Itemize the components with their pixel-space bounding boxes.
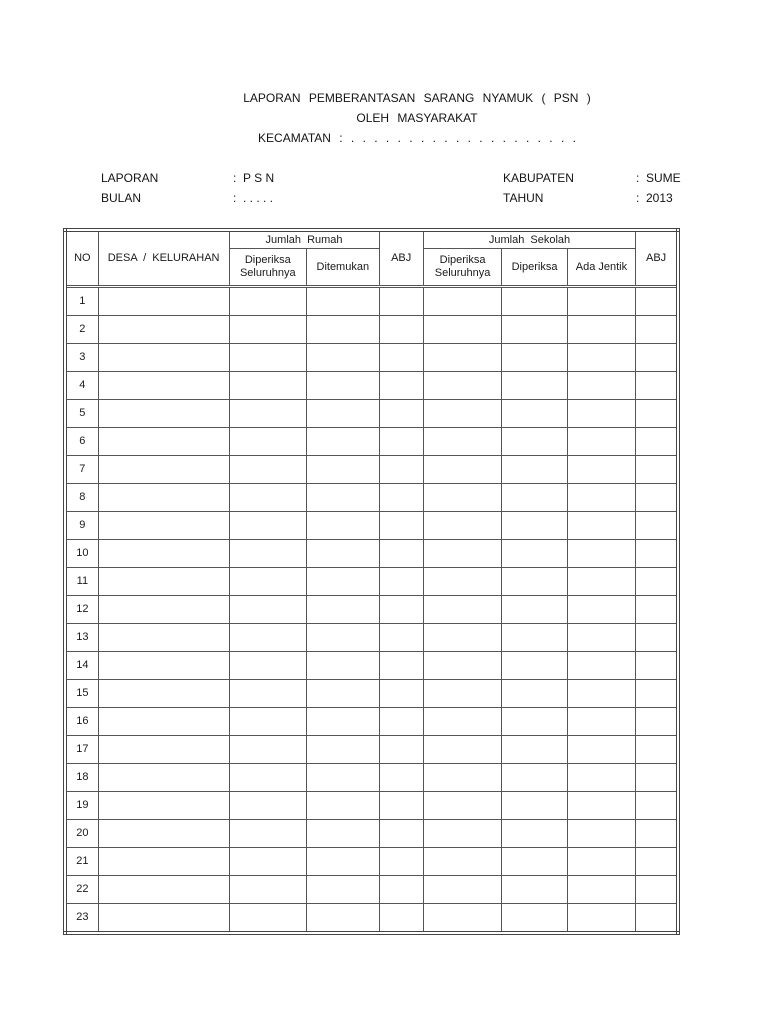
table-row bbox=[65, 848, 678, 876]
rumah-diperiksa-seluruhnya-cell bbox=[229, 540, 307, 568]
desa-kelurahan-cell bbox=[98, 792, 229, 820]
rumah-abj-cell bbox=[379, 428, 423, 456]
rumah-abj-cell bbox=[379, 344, 423, 372]
sekolah-diperiksa-seluruhnya-cell bbox=[423, 820, 502, 848]
rumah-diperiksa-seluruhnya-cell bbox=[229, 820, 307, 848]
sekolah-abj-cell bbox=[636, 372, 678, 400]
sekolah-abj-cell bbox=[636, 400, 678, 428]
desa-kelurahan-cell bbox=[98, 456, 229, 484]
row-number-cell: 14 bbox=[65, 652, 98, 680]
header-sekolah-diperiksa: Diperiksa bbox=[502, 249, 567, 287]
header-sekolah-diperiksa-line2: Seluruhnya bbox=[434, 267, 491, 279]
row-number-cell: 5 bbox=[65, 400, 98, 428]
row-number-cell: 7 bbox=[65, 456, 98, 484]
sekolah-ada-jentik-cell bbox=[567, 512, 635, 540]
row-number-cell: 18 bbox=[65, 764, 98, 792]
rumah-ditemukan-cell bbox=[307, 848, 379, 876]
sekolah-ada-jentik-cell bbox=[567, 792, 635, 820]
table-row bbox=[65, 456, 678, 484]
bulan-value: : . . . . . bbox=[233, 191, 274, 205]
sekolah-diperiksa-cell bbox=[502, 848, 567, 876]
row-number-cell: 1 bbox=[65, 287, 98, 316]
table-row bbox=[65, 400, 678, 428]
row-number-cell: 10 bbox=[65, 540, 98, 568]
sekolah-diperiksa-cell bbox=[502, 792, 567, 820]
sekolah-ada-jentik-cell bbox=[567, 624, 635, 652]
sekolah-ada-jentik-cell bbox=[567, 708, 635, 736]
header-sekolah-diperiksa-line1: Diperiksa bbox=[439, 254, 486, 266]
sekolah-diperiksa-cell bbox=[502, 624, 567, 652]
table-row bbox=[65, 287, 678, 316]
sekolah-abj-cell bbox=[636, 596, 678, 624]
desa-kelurahan-cell bbox=[98, 764, 229, 792]
sekolah-diperiksa-cell bbox=[502, 904, 567, 934]
sekolah-diperiksa-cell bbox=[502, 764, 567, 792]
rumah-diperiksa-seluruhnya-cell bbox=[229, 764, 307, 792]
report-subtitle: OLEH MASYARAKAT bbox=[356, 111, 478, 125]
rumah-ditemukan-cell bbox=[307, 568, 379, 596]
sekolah-diperiksa-seluruhnya-cell bbox=[423, 652, 502, 680]
rumah-abj-cell bbox=[379, 876, 423, 904]
table-body bbox=[65, 287, 678, 934]
rumah-diperiksa-seluruhnya-cell bbox=[229, 736, 307, 764]
rumah-ditemukan-cell bbox=[307, 904, 379, 934]
tahun-label: TAHUN bbox=[503, 191, 544, 205]
sekolah-diperiksa-cell bbox=[502, 680, 567, 708]
desa-kelurahan-cell bbox=[98, 568, 229, 596]
sekolah-diperiksa-cell bbox=[502, 484, 567, 512]
rumah-abj-cell bbox=[379, 540, 423, 568]
rumah-abj-cell bbox=[379, 792, 423, 820]
row-number-cell: 22 bbox=[65, 876, 98, 904]
sekolah-diperiksa-cell bbox=[502, 876, 567, 904]
header-rumah-ditemukan: Ditemukan bbox=[307, 249, 379, 287]
sekolah-diperiksa-seluruhnya-cell bbox=[423, 344, 502, 372]
sekolah-diperiksa-cell bbox=[502, 596, 567, 624]
table-row bbox=[65, 764, 678, 792]
row-number-cell: 13 bbox=[65, 624, 98, 652]
desa-kelurahan-cell bbox=[98, 287, 229, 316]
rumah-ditemukan-cell bbox=[307, 624, 379, 652]
sekolah-diperiksa-seluruhnya-cell bbox=[423, 764, 502, 792]
sekolah-ada-jentik-cell bbox=[567, 596, 635, 624]
desa-kelurahan-cell bbox=[98, 904, 229, 934]
rumah-diperiksa-seluruhnya-cell bbox=[229, 456, 307, 484]
rumah-ditemukan-cell bbox=[307, 428, 379, 456]
rumah-diperiksa-seluruhnya-cell bbox=[229, 596, 307, 624]
rumah-diperiksa-seluruhnya-cell bbox=[229, 428, 307, 456]
header-rumah-diperiksa-line1: Diperiksa bbox=[244, 254, 291, 266]
table-row bbox=[65, 792, 678, 820]
sekolah-abj-cell bbox=[636, 736, 678, 764]
table-row bbox=[65, 820, 678, 848]
sekolah-diperiksa-cell bbox=[502, 428, 567, 456]
table-row bbox=[65, 652, 678, 680]
header-desa-kelurahan: DESA / KELURAHAN bbox=[98, 230, 229, 287]
rumah-diperiksa-seluruhnya-cell bbox=[229, 680, 307, 708]
sekolah-abj-cell bbox=[636, 764, 678, 792]
rumah-ditemukan-cell bbox=[307, 680, 379, 708]
row-number-cell: 3 bbox=[65, 344, 98, 372]
desa-kelurahan-cell bbox=[98, 512, 229, 540]
row-number-cell: 2 bbox=[65, 316, 98, 344]
sekolah-diperiksa-cell bbox=[502, 540, 567, 568]
sekolah-diperiksa-seluruhnya-cell bbox=[423, 456, 502, 484]
rumah-diperiksa-seluruhnya-cell bbox=[229, 400, 307, 428]
desa-kelurahan-cell bbox=[98, 316, 229, 344]
rumah-ditemukan-cell bbox=[307, 316, 379, 344]
sekolah-diperiksa-seluruhnya-cell bbox=[423, 484, 502, 512]
header-sekolah-diperiksa-seluruhnya bbox=[423, 249, 502, 287]
sekolah-ada-jentik-cell bbox=[567, 876, 635, 904]
rumah-ditemukan-cell bbox=[307, 736, 379, 764]
sekolah-diperiksa-cell bbox=[502, 512, 567, 540]
header-jumlah-rumah: Jumlah Rumah bbox=[229, 230, 379, 249]
rumah-ditemukan-cell bbox=[307, 344, 379, 372]
desa-kelurahan-cell bbox=[98, 596, 229, 624]
sekolah-diperiksa-seluruhnya-cell bbox=[423, 792, 502, 820]
header-abj-rumah: ABJ bbox=[379, 230, 423, 287]
rumah-abj-cell bbox=[379, 652, 423, 680]
rumah-diperiksa-seluruhnya-cell bbox=[229, 652, 307, 680]
sekolah-diperiksa-seluruhnya-cell bbox=[423, 680, 502, 708]
table-row bbox=[65, 876, 678, 904]
desa-kelurahan-cell bbox=[98, 400, 229, 428]
sekolah-diperiksa-seluruhnya-cell bbox=[423, 287, 502, 316]
desa-kelurahan-cell bbox=[98, 680, 229, 708]
sekolah-diperiksa-cell bbox=[502, 344, 567, 372]
sekolah-diperiksa-cell bbox=[502, 736, 567, 764]
row-number-cell: 16 bbox=[65, 708, 98, 736]
sekolah-abj-cell bbox=[636, 456, 678, 484]
rumah-ditemukan-cell bbox=[307, 876, 379, 904]
rumah-abj-cell bbox=[379, 680, 423, 708]
sekolah-diperiksa-cell bbox=[502, 372, 567, 400]
rumah-abj-cell bbox=[379, 512, 423, 540]
sekolah-abj-cell bbox=[636, 624, 678, 652]
sekolah-ada-jentik-cell bbox=[567, 400, 635, 428]
header-abj-sekolah: ABJ bbox=[636, 230, 678, 287]
sekolah-diperiksa-seluruhnya-cell bbox=[423, 568, 502, 596]
sekolah-ada-jentik-cell bbox=[567, 344, 635, 372]
rumah-abj-cell bbox=[379, 316, 423, 344]
table-row bbox=[65, 680, 678, 708]
rumah-ditemukan-cell bbox=[307, 764, 379, 792]
bulan-label: BULAN bbox=[101, 191, 142, 205]
sekolah-ada-jentik-cell bbox=[567, 456, 635, 484]
sekolah-ada-jentik-cell bbox=[567, 652, 635, 680]
rumah-abj-cell bbox=[379, 596, 423, 624]
table-header bbox=[65, 230, 678, 287]
sekolah-abj-cell bbox=[636, 316, 678, 344]
rumah-abj-cell bbox=[379, 820, 423, 848]
header-sekolah-ada-jentik: Ada Jentik bbox=[567, 249, 635, 287]
desa-kelurahan-cell bbox=[98, 876, 229, 904]
row-number-cell: 17 bbox=[65, 736, 98, 764]
psn-report-table bbox=[63, 228, 680, 935]
desa-kelurahan-cell bbox=[98, 484, 229, 512]
header-jumlah-sekolah: Jumlah Sekolah bbox=[423, 230, 635, 249]
rumah-abj-cell bbox=[379, 372, 423, 400]
table-row bbox=[65, 904, 678, 934]
sekolah-diperiksa-cell bbox=[502, 287, 567, 316]
header-no: NO bbox=[65, 230, 98, 287]
rumah-ditemukan-cell bbox=[307, 708, 379, 736]
rumah-diperiksa-seluruhnya-cell bbox=[229, 287, 307, 316]
sekolah-diperiksa-cell bbox=[502, 568, 567, 596]
desa-kelurahan-cell bbox=[98, 344, 229, 372]
rumah-ditemukan-cell bbox=[307, 540, 379, 568]
sekolah-ada-jentik-cell bbox=[567, 540, 635, 568]
row-number-cell: 19 bbox=[65, 792, 98, 820]
sekolah-abj-cell bbox=[636, 876, 678, 904]
sekolah-abj-cell bbox=[636, 568, 678, 596]
sekolah-diperiksa-seluruhnya-cell bbox=[423, 512, 502, 540]
table-row bbox=[65, 624, 678, 652]
row-number-cell: 12 bbox=[65, 596, 98, 624]
sekolah-abj-cell bbox=[636, 792, 678, 820]
rumah-abj-cell bbox=[379, 764, 423, 792]
rumah-abj-cell bbox=[379, 484, 423, 512]
rumah-abj-cell bbox=[379, 456, 423, 484]
rumah-diperiksa-seluruhnya-cell bbox=[229, 344, 307, 372]
row-number-cell: 6 bbox=[65, 428, 98, 456]
sekolah-diperiksa-seluruhnya-cell bbox=[423, 540, 502, 568]
sekolah-ada-jentik-cell bbox=[567, 736, 635, 764]
sekolah-abj-cell bbox=[636, 484, 678, 512]
header-row-top bbox=[65, 230, 678, 249]
sekolah-ada-jentik-cell bbox=[567, 484, 635, 512]
header-rumah-diperiksa-line2: Seluruhnya bbox=[239, 267, 296, 279]
sekolah-diperiksa-seluruhnya-cell bbox=[423, 596, 502, 624]
row-number-cell: 9 bbox=[65, 512, 98, 540]
sekolah-diperiksa-seluruhnya-cell bbox=[423, 400, 502, 428]
row-number-cell: 15 bbox=[65, 680, 98, 708]
row-number-cell: 4 bbox=[65, 372, 98, 400]
sekolah-ada-jentik-cell bbox=[567, 904, 635, 934]
table-row bbox=[65, 708, 678, 736]
desa-kelurahan-cell bbox=[98, 708, 229, 736]
rumah-ditemukan-cell bbox=[307, 652, 379, 680]
desa-kelurahan-cell bbox=[98, 736, 229, 764]
rumah-abj-cell bbox=[379, 736, 423, 764]
desa-kelurahan-cell bbox=[98, 540, 229, 568]
table-row bbox=[65, 568, 678, 596]
sekolah-diperiksa-seluruhnya-cell bbox=[423, 708, 502, 736]
sekolah-abj-cell bbox=[636, 652, 678, 680]
sekolah-diperiksa-cell bbox=[502, 456, 567, 484]
sekolah-diperiksa-seluruhnya-cell bbox=[423, 876, 502, 904]
table-row bbox=[65, 540, 678, 568]
sekolah-diperiksa-seluruhnya-cell bbox=[423, 316, 502, 344]
row-number-cell: 8 bbox=[65, 484, 98, 512]
sekolah-diperiksa-seluruhnya-cell bbox=[423, 372, 502, 400]
table-row bbox=[65, 596, 678, 624]
sekolah-abj-cell bbox=[636, 848, 678, 876]
sekolah-abj-cell bbox=[636, 287, 678, 316]
table-row bbox=[65, 512, 678, 540]
sekolah-ada-jentik-cell bbox=[567, 848, 635, 876]
sekolah-ada-jentik-cell bbox=[567, 428, 635, 456]
sekolah-ada-jentik-cell bbox=[567, 568, 635, 596]
rumah-diperiksa-seluruhnya-cell bbox=[229, 484, 307, 512]
desa-kelurahan-cell bbox=[98, 428, 229, 456]
sekolah-diperiksa-cell bbox=[502, 820, 567, 848]
row-number-cell: 23 bbox=[65, 904, 98, 934]
kecamatan-line: KECAMATAN : . . . . . . . . . . . . . . . . . . . . bbox=[258, 131, 576, 145]
rumah-diperiksa-seluruhnya-cell bbox=[229, 904, 307, 934]
sekolah-diperiksa-seluruhnya-cell bbox=[423, 848, 502, 876]
sekolah-ada-jentik-cell bbox=[567, 316, 635, 344]
sekolah-ada-jentik-cell bbox=[567, 820, 635, 848]
rumah-ditemukan-cell bbox=[307, 596, 379, 624]
rumah-ditemukan-cell bbox=[307, 512, 379, 540]
sekolah-abj-cell bbox=[636, 680, 678, 708]
row-number-cell: 21 bbox=[65, 848, 98, 876]
rumah-diperiksa-seluruhnya-cell bbox=[229, 512, 307, 540]
row-number-cell: 20 bbox=[65, 820, 98, 848]
sekolah-ada-jentik-cell bbox=[567, 287, 635, 316]
desa-kelurahan-cell bbox=[98, 848, 229, 876]
rumah-diperiksa-seluruhnya-cell bbox=[229, 372, 307, 400]
kabupaten-value: : SUME bbox=[636, 171, 681, 185]
rumah-ditemukan-cell bbox=[307, 372, 379, 400]
desa-kelurahan-cell bbox=[98, 624, 229, 652]
laporan-value: : P S N bbox=[233, 171, 275, 185]
table-row bbox=[65, 736, 678, 764]
sekolah-abj-cell bbox=[636, 904, 678, 934]
laporan-label: LAPORAN bbox=[101, 171, 159, 185]
sekolah-diperiksa-seluruhnya-cell bbox=[423, 624, 502, 652]
table-row bbox=[65, 372, 678, 400]
sekolah-ada-jentik-cell bbox=[567, 764, 635, 792]
rumah-ditemukan-cell bbox=[307, 456, 379, 484]
rumah-ditemukan-cell bbox=[307, 484, 379, 512]
rumah-ditemukan-cell bbox=[307, 792, 379, 820]
rumah-diperiksa-seluruhnya-cell bbox=[229, 568, 307, 596]
table-row bbox=[65, 344, 678, 372]
rumah-diperiksa-seluruhnya-cell bbox=[229, 792, 307, 820]
sekolah-diperiksa-cell bbox=[502, 400, 567, 428]
sekolah-abj-cell bbox=[636, 428, 678, 456]
sekolah-abj-cell bbox=[636, 708, 678, 736]
sekolah-diperiksa-seluruhnya-cell bbox=[423, 904, 502, 934]
rumah-abj-cell bbox=[379, 708, 423, 736]
sekolah-diperiksa-cell bbox=[502, 316, 567, 344]
rumah-diperiksa-seluruhnya-cell bbox=[229, 708, 307, 736]
rumah-ditemukan-cell bbox=[307, 820, 379, 848]
row-number-cell: 11 bbox=[65, 568, 98, 596]
rumah-diperiksa-seluruhnya-cell bbox=[229, 848, 307, 876]
rumah-abj-cell bbox=[379, 568, 423, 596]
desa-kelurahan-cell bbox=[98, 652, 229, 680]
rumah-diperiksa-seluruhnya-cell bbox=[229, 316, 307, 344]
desa-kelurahan-cell bbox=[98, 820, 229, 848]
rumah-abj-cell bbox=[379, 848, 423, 876]
sekolah-diperiksa-seluruhnya-cell bbox=[423, 428, 502, 456]
rumah-abj-cell bbox=[379, 287, 423, 316]
sekolah-abj-cell bbox=[636, 540, 678, 568]
sekolah-abj-cell bbox=[636, 512, 678, 540]
kabupaten-label: KABUPATEN bbox=[503, 171, 574, 185]
table-row bbox=[65, 316, 678, 344]
sekolah-ada-jentik-cell bbox=[567, 372, 635, 400]
tahun-value: : 2013 bbox=[636, 191, 673, 205]
sekolah-ada-jentik-cell bbox=[567, 680, 635, 708]
rumah-abj-cell bbox=[379, 904, 423, 934]
report-title: LAPORAN PEMBERANTASAN SARANG NYAMUK ( PSN ) bbox=[243, 91, 591, 105]
rumah-ditemukan-cell bbox=[307, 400, 379, 428]
rumah-diperiksa-seluruhnya-cell bbox=[229, 624, 307, 652]
table-row bbox=[65, 484, 678, 512]
sekolah-diperiksa-cell bbox=[502, 652, 567, 680]
rumah-abj-cell bbox=[379, 400, 423, 428]
sekolah-abj-cell bbox=[636, 344, 678, 372]
header-rumah-diperiksa-seluruhnya bbox=[229, 249, 307, 287]
desa-kelurahan-cell bbox=[98, 372, 229, 400]
table-row bbox=[65, 428, 678, 456]
sekolah-abj-cell bbox=[636, 820, 678, 848]
sekolah-diperiksa-seluruhnya-cell bbox=[423, 736, 502, 764]
rumah-abj-cell bbox=[379, 624, 423, 652]
rumah-ditemukan-cell bbox=[307, 287, 379, 316]
sekolah-diperiksa-cell bbox=[502, 708, 567, 736]
rumah-diperiksa-seluruhnya-cell bbox=[229, 876, 307, 904]
